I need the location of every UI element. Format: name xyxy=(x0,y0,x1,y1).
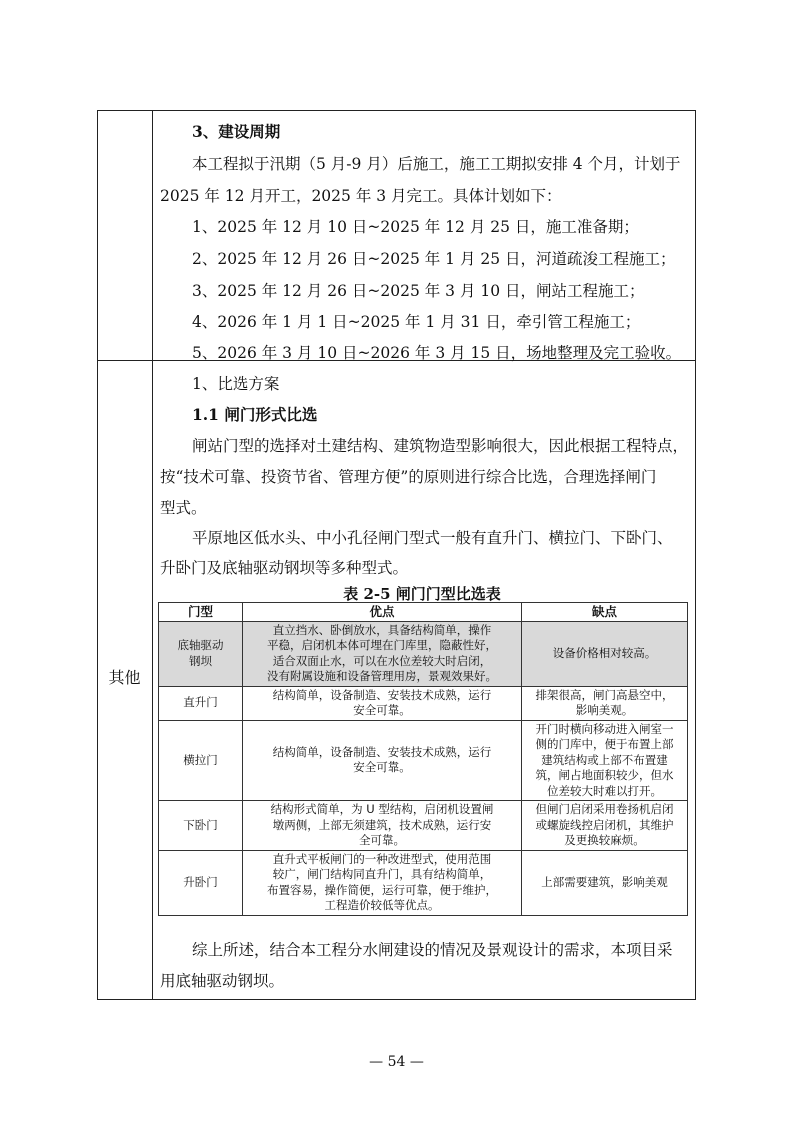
plan-item: 2、2025 年 12 月 26 日~2025 年 1 月 25 日，河道疏浚工程施工； xyxy=(192,250,676,268)
section-heading: 3、建设周期 xyxy=(192,122,281,141)
cell-line: 没有附属设施和设备管理用房，景观效果好。 xyxy=(267,669,497,683)
cell-line: 排架很高，闸门高悬空中， xyxy=(535,687,674,702)
plan-item: 3、2025 年 12 月 26 日~2025 年 3 月 10 日，闸站工程施工； xyxy=(192,282,645,300)
row-label-other: 其他 xyxy=(108,668,141,687)
cell-line: 全可靠。 xyxy=(359,833,405,847)
cell-line: 设备价格相对较高。 xyxy=(552,645,657,660)
cell-line: 钢坝 xyxy=(189,653,212,668)
paragraph-line: 升卧门及底轴驱动钢坝等多种型式。 xyxy=(160,559,409,577)
gate-type-cell xyxy=(159,621,243,686)
cell-line: 直立挡水、卧倒放水，具备结构简单，操作 xyxy=(272,622,492,637)
conclusion-line: 用底轴驱动钢坝。 xyxy=(160,972,285,990)
cell-line: 墩两侧，上部无须建筑，技术成熟，运行安 xyxy=(272,817,492,832)
cell-line: 开门时横向移动进入闸室一 xyxy=(535,721,674,736)
cell-line: 较广，闸门结构同直升门，具有结构简单， xyxy=(272,867,492,881)
column-header: 门型 xyxy=(159,603,243,622)
gate-comparison-table xyxy=(158,602,688,916)
page-number: — 54 — xyxy=(369,1054,424,1070)
cell-line: 直升门 xyxy=(183,695,218,710)
cell-line: 工程造价较低等优点。 xyxy=(324,898,440,912)
cell-line: 或螺旋线控启闭机，其维护 xyxy=(535,817,674,832)
table-row xyxy=(159,850,688,915)
advantage-cell xyxy=(243,801,522,851)
cell-line: 及更换较麻烦。 xyxy=(564,833,645,847)
cell-line: 上部需要建筑，影响美观 xyxy=(541,874,668,889)
table-row xyxy=(159,686,688,720)
table-caption: 表 2-5 闸门门型比选表 xyxy=(343,585,501,603)
cell-line: 侧的门库中，便于布置上部 xyxy=(535,737,674,751)
advantage-cell xyxy=(243,621,522,686)
cell-line: 底轴驱动 xyxy=(177,638,224,652)
cell-line: 布置容易，操作简便，运行可靠，便于维护， xyxy=(267,882,497,897)
cell-line: 结构形式简单，为 U 型结构，启闭机设置闸 xyxy=(270,802,494,816)
cell-line: 直升式平板闸门的一种改进型式，使用范围 xyxy=(272,851,492,866)
cell-line: 安全可靠。 xyxy=(353,703,411,717)
cell-line: 位差较大时难以打开。 xyxy=(547,783,662,798)
subsection-label: 1、比选方案 xyxy=(192,375,280,393)
advantage-cell xyxy=(243,850,522,915)
cell-line: 升卧门 xyxy=(183,874,218,889)
cell-line: 适合双面止水，可以在水位差较大时启闭， xyxy=(272,653,492,668)
intro-line-1: 本工程拟于汛期（5 月-9 月）后施工，施工工期拟安排 4 个月，计划于 xyxy=(192,155,681,173)
column-divider xyxy=(152,110,153,1000)
disadvantage-cell xyxy=(522,850,688,915)
intro-line-2: 2025 年 12 月开工，2025 年 3 月完工。具体计划如下： xyxy=(160,187,562,205)
table-row xyxy=(159,720,688,801)
plan-item: 1、2025 年 12 月 10 日~2025 年 12 月 25 日，施工准备期； xyxy=(192,218,639,236)
cell-line: 影响美观。 xyxy=(575,703,634,717)
paragraph-line: 平原地区低水头、中小孔径闸门型式一般有直升门、横拉门、下卧门、 xyxy=(192,529,673,547)
gate-type-cell xyxy=(159,801,243,851)
table-row xyxy=(159,801,688,851)
gate-type-cell xyxy=(159,686,243,720)
table-row xyxy=(159,621,688,686)
paragraph-line: 闸站门型的选择对土建结构、建筑物造型影响很大，因此根据工程特点， xyxy=(192,437,689,455)
cell-line: 建筑结构或上部不布置建 xyxy=(541,752,668,767)
column-header: 缺点 xyxy=(522,603,688,622)
plan-item: 5、2026 年 3 月 10 日~2026 年 3 月 15 日，场地整理及完工验收。 xyxy=(192,344,682,362)
disadvantage-cell xyxy=(522,621,688,686)
cell-line: 但闸门启闭采用卷扬机启闭 xyxy=(535,802,674,816)
advantage-cell xyxy=(243,686,522,720)
cell-line: 安全可靠。 xyxy=(353,760,411,775)
disadvantage-cell xyxy=(522,720,688,801)
conclusion-line: 综上所述，结合本工程分水闸建设的情况及景观设计的需求，本项目采 xyxy=(192,941,673,959)
gate-type-cell xyxy=(159,850,243,915)
disadvantage-cell xyxy=(522,686,688,720)
gate-type-cell xyxy=(159,720,243,801)
advantage-cell xyxy=(243,720,522,801)
cell-line: 平稳，启闭机本体可埋在门库里，隐蔽性好， xyxy=(267,638,497,652)
column-header: 优点 xyxy=(243,603,522,622)
plan-item: 4、2026 年 1 月 1 日~2025 年 1 月 31 日，牵引管工程施工； xyxy=(192,313,641,331)
paragraph-line: 按“技术可靠、投资节省、管理方便”的原则进行综合比选，合理选择闸门 xyxy=(160,468,657,486)
cell-line: 筑，闸占地面积较少，但水 xyxy=(535,768,674,782)
cell-line: 结构简单，设备制造、安装技术成熟，运行 xyxy=(272,744,492,759)
table-header-row xyxy=(159,603,688,622)
paragraph-line: 型式。 xyxy=(160,499,207,517)
cell-line: 横拉门 xyxy=(183,752,218,767)
disadvantage-cell xyxy=(522,801,688,851)
cell-line: 下卧门 xyxy=(183,817,218,832)
cell-line: 结构简单，设备制造、安装技术成熟，运行 xyxy=(272,687,492,702)
subsection-heading: 1.1 闸门形式比选 xyxy=(192,405,318,424)
